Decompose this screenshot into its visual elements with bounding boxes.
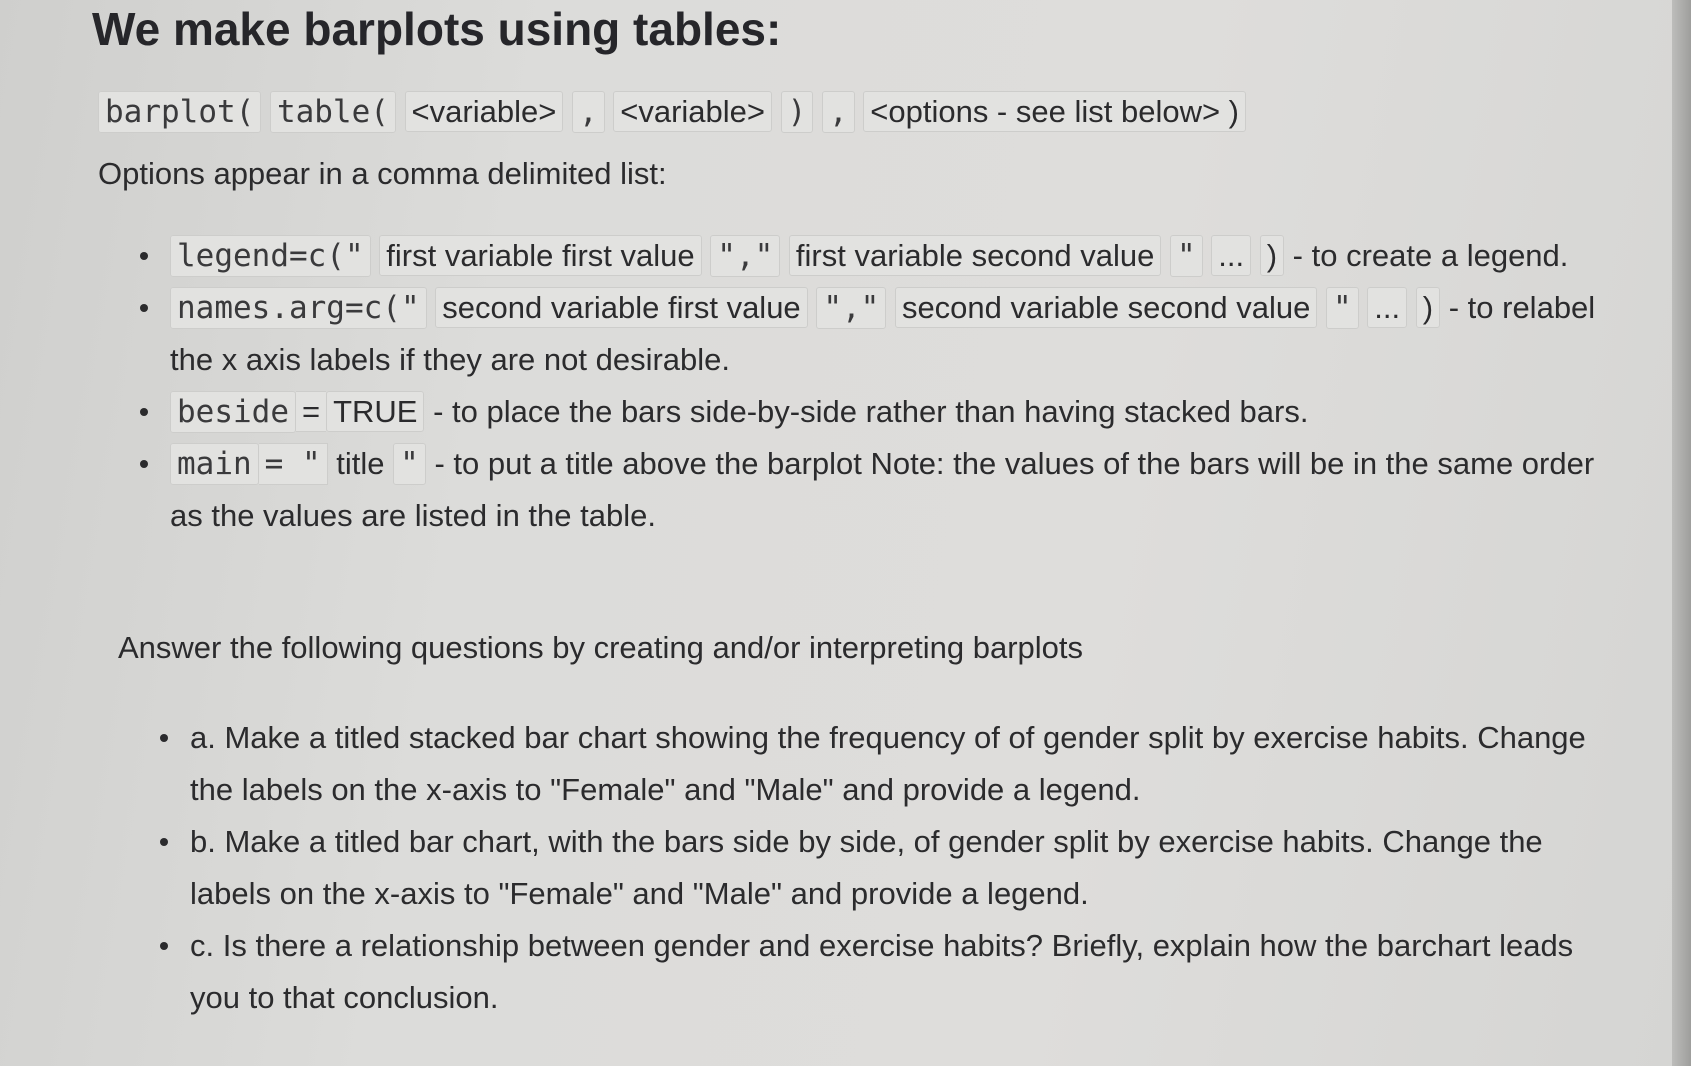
syntax-var1: <variable> xyxy=(405,91,564,132)
options-intro: Options appear in a comma delimited list: xyxy=(98,156,667,191)
option-text: = " xyxy=(259,443,328,485)
option-code: "," xyxy=(710,235,780,277)
option-text: title xyxy=(336,446,385,481)
syntax-comma2: , xyxy=(822,91,855,133)
option-code: ) xyxy=(1260,235,1284,276)
question-a: a. Make a titled stacked bar chart showing the frequency of of gender split by exercise habits. Change the labels on the x-axis to "Female" and "Male" and provide a legend. xyxy=(148,712,1608,816)
option-text: second variable first value xyxy=(435,287,807,328)
answer-intro: Answer the following questions by creating and/or interpreting barplots xyxy=(118,630,1083,665)
option-code: names.arg=c(" xyxy=(170,287,427,329)
option-code: "," xyxy=(816,287,886,329)
option-desc: - to place the bars side-by-side rather than having stacked bars. xyxy=(433,394,1309,429)
syntax-var2: <variable> xyxy=(613,91,772,132)
option-code: legend=c(" xyxy=(170,235,371,277)
code-table: table( xyxy=(270,91,396,133)
option-text: first variable first value xyxy=(379,235,701,276)
option-beside xyxy=(128,386,1608,438)
option-code: main xyxy=(170,443,259,485)
option-desc: - to relabel the x axis labels if they are not desirable. xyxy=(170,290,1596,377)
page-edge xyxy=(1672,0,1691,1066)
option-code: beside xyxy=(170,391,296,433)
option-text: = xyxy=(296,391,326,432)
option-code: TRUE xyxy=(326,391,424,432)
option-desc: - to put a title above the barplot Note: the values of the bars will be in the same order as the values are listed in the table. xyxy=(170,446,1595,533)
options-list xyxy=(128,230,1608,542)
code-barplot: barplot( xyxy=(98,91,261,133)
option-main xyxy=(128,438,1608,542)
questions-list xyxy=(148,712,1608,1024)
barplot-syntax xyxy=(98,94,1246,130)
option-text: ... xyxy=(1367,287,1407,328)
option-code: " xyxy=(393,443,426,485)
option-text: second variable second value xyxy=(895,287,1317,328)
option-code: " xyxy=(1170,235,1203,277)
page-title: We make barplots using tables: xyxy=(92,3,782,55)
option-legend xyxy=(128,230,1608,282)
option-names-arg xyxy=(128,282,1608,386)
option-desc: - to create a legend. xyxy=(1292,238,1569,273)
question-b: b. Make a titled bar chart, with the bars side by side, of gender split by exercise habits. Change the labels on the x-axis to "Female" and "Male" and provide a legend. xyxy=(148,816,1608,920)
option-code: " xyxy=(1326,287,1359,329)
option-text: ... xyxy=(1211,235,1251,276)
option-code: ) xyxy=(1416,287,1440,328)
syntax-comma1: , xyxy=(572,91,605,133)
option-text: first variable second value xyxy=(789,235,1161,276)
syntax-close1: ) xyxy=(781,91,814,133)
syntax-options: <options - see list below> ) xyxy=(863,91,1246,132)
question-c: c. Is there a relationship between gender and exercise habits? Briefly, explain how the barchart leads you to that conclusion. xyxy=(148,920,1608,1024)
